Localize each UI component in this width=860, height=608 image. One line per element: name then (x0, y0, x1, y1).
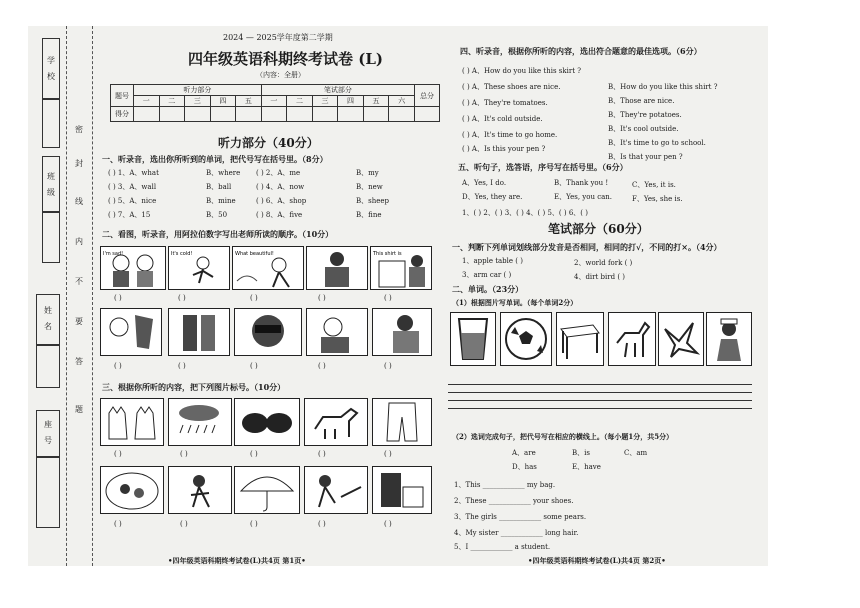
q2-pic-9 (306, 308, 368, 356)
q5-blanks[interactable]: 1、( ) 2、( ) 3、( ) 4、( ) 5、( ) 6、( ) (462, 209, 588, 217)
content-note: （内容：全册） (256, 71, 305, 79)
w2-pic-desk (556, 312, 604, 366)
score-cell[interactable] (389, 107, 415, 122)
w1-item-2: 2、world fork ( ) (574, 259, 633, 267)
q2-pic-2-text: It's cold! (171, 251, 193, 257)
q1-row2-c: ( ) 4、A、now (256, 183, 305, 191)
score-table-label-qnum: 题号 (111, 85, 134, 107)
q2-answer-9[interactable]: ( ) (318, 362, 326, 370)
q2-answer-2[interactable]: ( ) (178, 294, 186, 302)
score-col: 二 (287, 96, 313, 107)
score-cell[interactable] (210, 107, 236, 122)
class-field[interactable] (42, 211, 60, 263)
exam-title: 四年级英语科期终考试卷 (L) (188, 50, 383, 68)
class-label-2: 级 (47, 188, 55, 197)
w2-option-b: B、is (572, 449, 590, 457)
score-col: 四 (338, 96, 364, 107)
q5-option-e: E、Yes, you can. (554, 193, 613, 201)
q3-answer-4[interactable]: ( ) (318, 450, 326, 458)
q2-answer-7[interactable]: ( ) (178, 362, 186, 370)
q1-row2-a: ( ) 3、A、wall (108, 183, 157, 191)
q3-answer-6[interactable]: ( ) (114, 520, 122, 528)
q3-answer-1[interactable]: ( ) (114, 450, 122, 458)
q2-pic-1-text: I'm sad! (103, 251, 124, 257)
score-col: 五 (363, 96, 389, 107)
school-box (42, 38, 60, 100)
score-cell[interactable] (159, 107, 185, 122)
score-cell[interactable] (415, 107, 440, 122)
q1-row1-c: ( ) 2、A、me (256, 169, 301, 177)
writing-heading: 笔试部分（60分） (548, 222, 649, 236)
q1-instruction: 一、听录音，选出你所听到的单词，把代号写在括号里。（8分） (102, 154, 328, 164)
w2-option-e: E、have (572, 463, 601, 471)
score-col: 二 (159, 96, 185, 107)
w2-pic-glass (450, 312, 496, 366)
q4-row3-a: ( ) A、They're tomatoes. (462, 99, 548, 107)
q2-pic-4 (306, 246, 368, 290)
q3-pic-umbrella (234, 466, 300, 514)
q1-row3-a: ( ) 5、A、nice (108, 197, 157, 205)
score-col: 五 (236, 96, 262, 107)
q2-pic-5 (370, 246, 432, 290)
w2-pic-nurse (706, 312, 752, 366)
w2-sentence-5[interactable]: 5、I ____________ a student. (454, 543, 551, 551)
q3-answer-5[interactable]: ( ) (384, 450, 392, 458)
q2-pic-1 (100, 246, 166, 290)
seal-word-2: 封 (75, 159, 83, 168)
q3-answer-9[interactable]: ( ) (318, 520, 326, 528)
q4-row4-a: ( ) A、It's cold outside. (462, 115, 543, 123)
seal-word-3: 线 (75, 197, 83, 206)
seal-word-6: 要 (75, 317, 83, 326)
q4-row5-b: B、It's time to go to school. (608, 139, 706, 147)
q3-instruction: 三、根据你所听的内容，把下列图片标号。（10分） (102, 382, 286, 392)
q3-pic-horse (304, 398, 368, 446)
q1-row1-b: B、where (206, 169, 241, 177)
q2-answer-4[interactable]: ( ) (318, 294, 326, 302)
score-group-listening: 听力部分 (134, 85, 262, 96)
q5-option-a: A、Yes, I do. (462, 179, 507, 187)
w2-option-c: C、am (624, 449, 648, 457)
w2-sentence-1[interactable]: 1、This ____________ my bag. (454, 481, 556, 489)
w2-sentence-3[interactable]: 3、The girls ____________ some pears. (454, 513, 587, 521)
q5-option-d: D、Yes, they are. (462, 193, 523, 201)
seal-word-5: 不 (75, 277, 83, 286)
q4-row4-b: B、It's cool outside. (608, 125, 679, 133)
w2-option-d: D、has (512, 463, 537, 471)
score-col: 一 (134, 96, 160, 107)
q1-row4-a: ( ) 7、A、15 (108, 211, 151, 219)
score-table (110, 84, 440, 122)
name-box (36, 294, 60, 346)
q3-pic-10 (372, 466, 432, 514)
w2-write-line-1[interactable] (448, 384, 752, 385)
q5-option-b: B、Thank you ! (554, 179, 609, 187)
seal-word-7: 答 (75, 357, 83, 366)
q2-answer-8[interactable]: ( ) (250, 362, 258, 370)
seal-line-right (92, 26, 93, 566)
score-col: 三 (312, 96, 338, 107)
q1-row2-b: B、ball (206, 183, 232, 191)
w2-write-line-4[interactable] (448, 408, 752, 409)
q2-pic-8 (234, 308, 302, 356)
q3-answer-7[interactable]: ( ) (180, 520, 188, 528)
q1-row3-d: B、sheep (356, 197, 390, 205)
w2-pic-ball (500, 312, 552, 366)
w2-write-line-3[interactable] (448, 400, 752, 401)
q4-row1-b: B、How do you like this shirt ? (608, 83, 718, 91)
seal-word-4: 内 (75, 237, 83, 246)
q2-pic-3-text: What beautiful! (235, 251, 274, 257)
q1-row2-d: B、new (356, 183, 383, 191)
q1-row1-a: ( ) 1、A、what (108, 169, 159, 177)
q5-option-f: F、Yes, she is. (632, 195, 683, 203)
q1-row3-c: ( ) 6、A、shop (256, 197, 307, 205)
q1-row4-d: B、fine (356, 211, 382, 219)
score-cell[interactable] (338, 107, 364, 122)
q2-pic-10 (372, 308, 432, 356)
q2-pic-3 (232, 246, 304, 290)
q3-answer-10[interactable]: ( ) (384, 520, 392, 528)
score-col: 三 (185, 96, 211, 107)
w1-item-1: 1、apple table ( ) (462, 257, 523, 265)
q1-row1-d: B、my (356, 169, 379, 177)
score-cell[interactable] (287, 107, 313, 122)
name-field[interactable] (36, 344, 60, 388)
seat-field[interactable] (36, 456, 60, 528)
w2-sub1: （1）根据图片写单词。（每个单词2分） (452, 298, 578, 307)
w1-item-3: 3、arm car ( ) (462, 271, 512, 279)
q2-pic-6 (100, 308, 162, 356)
q4-row1-a: ( ) A、How do you like this skirt ? (462, 67, 581, 75)
score-table-label-score: 得分 (111, 107, 134, 122)
name-label-1: 姓 (44, 306, 52, 315)
seal-line-left (66, 26, 67, 566)
footer-left: •四年级英语科期终考试卷(L)共4页 第1页• (168, 556, 306, 565)
q2-answer-5[interactable]: ( ) (384, 294, 392, 302)
w2-sentence-4[interactable]: 4、My sister ____________ long hair. (454, 529, 579, 537)
name-label-2: 名 (44, 322, 52, 331)
seal-word-8: 题 (75, 405, 83, 414)
footer-right: •四年级英语科期终考试卷(L)共4页 第2页• (528, 556, 666, 565)
school-label-2: 校 (47, 72, 55, 81)
q2-answer-1[interactable]: ( ) (114, 294, 122, 302)
q3-pic-9 (304, 466, 368, 514)
q5-option-c: C、Yes, it is. (632, 181, 676, 189)
w2-sub2: （2）选词完成句子，把代号写在相应的横线上。（每小题1分，共5分） (452, 432, 674, 441)
q3-pic-6 (100, 466, 164, 514)
q1-row4-b: B、50 (206, 211, 228, 219)
seal-word-1: 密 (75, 125, 83, 134)
q2-answer-3[interactable]: ( ) (250, 294, 258, 302)
q4-row2-a: ( ) A、These shoes are nice. (462, 83, 561, 91)
q3-pic-pants (372, 398, 432, 446)
seat-box (36, 410, 60, 458)
class-label-1: 班 (47, 172, 55, 181)
w1-instruction: 一、判断下列单词划线部分发音是否相同，相同的打√，不同的打×。（4分） (452, 242, 722, 252)
q2-answer-10[interactable]: ( ) (384, 362, 392, 370)
score-group-writing: 笔试部分 (261, 85, 414, 96)
seat-label-2: 号 (44, 436, 52, 445)
q4-row6-a: ( ) A、Is this your pen ? (462, 145, 546, 153)
q2-pic-5-text: This shirt is (373, 251, 402, 257)
w2-pic-horse (608, 312, 656, 366)
score-cell[interactable] (261, 107, 287, 122)
score-cell[interactable] (134, 107, 160, 122)
seat-label-1: 座 (44, 420, 52, 429)
score-col: 一 (261, 96, 287, 107)
score-cell[interactable] (363, 107, 389, 122)
q4-row3-b: B、They're potatoes. (608, 111, 682, 119)
w2-write-line-2[interactable] (448, 392, 752, 393)
q4-row2-b: B、Those are nice. (608, 97, 675, 105)
score-cell[interactable] (312, 107, 338, 122)
w1-item-4: 4、dirt bird ( ) (574, 273, 626, 281)
q5-instruction: 五、听句子，选答语，序号写在括号里。（6分） (458, 162, 628, 172)
w2-sentence-2[interactable]: 2、These ____________ your shoes. (454, 497, 574, 505)
q3-answer-2[interactable]: ( ) (180, 450, 188, 458)
q4-row6-b: B、Is that your pen ? (608, 153, 683, 161)
q2-answer-6[interactable]: ( ) (114, 362, 122, 370)
q3-pic-gloves (100, 398, 164, 446)
w2-pic-bird (658, 312, 704, 366)
q2-pic-7 (168, 308, 230, 356)
q3-pic-sunglasses (234, 398, 300, 446)
score-cell[interactable] (236, 107, 262, 122)
school-year: 2024 — 2025学年度第二学期 (223, 33, 333, 42)
q4-row5-a: ( ) A、It's time to go home. (462, 131, 558, 139)
q2-instruction: 二、看图，听录音，用阿拉伯数字写出老师所读的顺序。（10分） (102, 229, 334, 239)
q3-pic-rain (168, 398, 232, 446)
school-field[interactable] (42, 98, 60, 148)
q3-pic-7 (168, 466, 232, 514)
score-col: 六 (389, 96, 415, 107)
school-label-1: 学 (47, 56, 55, 65)
w2-instruction: 二、单词。（23分） (452, 284, 524, 294)
q3-answer-3[interactable]: ( ) (250, 450, 258, 458)
w2-option-a: A、are (512, 449, 536, 457)
score-col: 四 (210, 96, 236, 107)
q3-answer-8[interactable]: ( ) (250, 520, 258, 528)
score-cell[interactable] (185, 107, 211, 122)
q1-row3-b: B、mine (206, 197, 236, 205)
q2-pic-2 (168, 246, 230, 290)
class-box (42, 156, 60, 213)
exam-paper (28, 26, 768, 566)
q1-row4-c: ( ) 8、A、five (256, 211, 303, 219)
q4-instruction: 四、听录音，根据你所听的内容，选出符合题意的最佳选项。（6分） (460, 46, 702, 56)
listening-heading: 听力部分（40分） (218, 136, 319, 150)
score-total: 总分 (415, 85, 440, 107)
